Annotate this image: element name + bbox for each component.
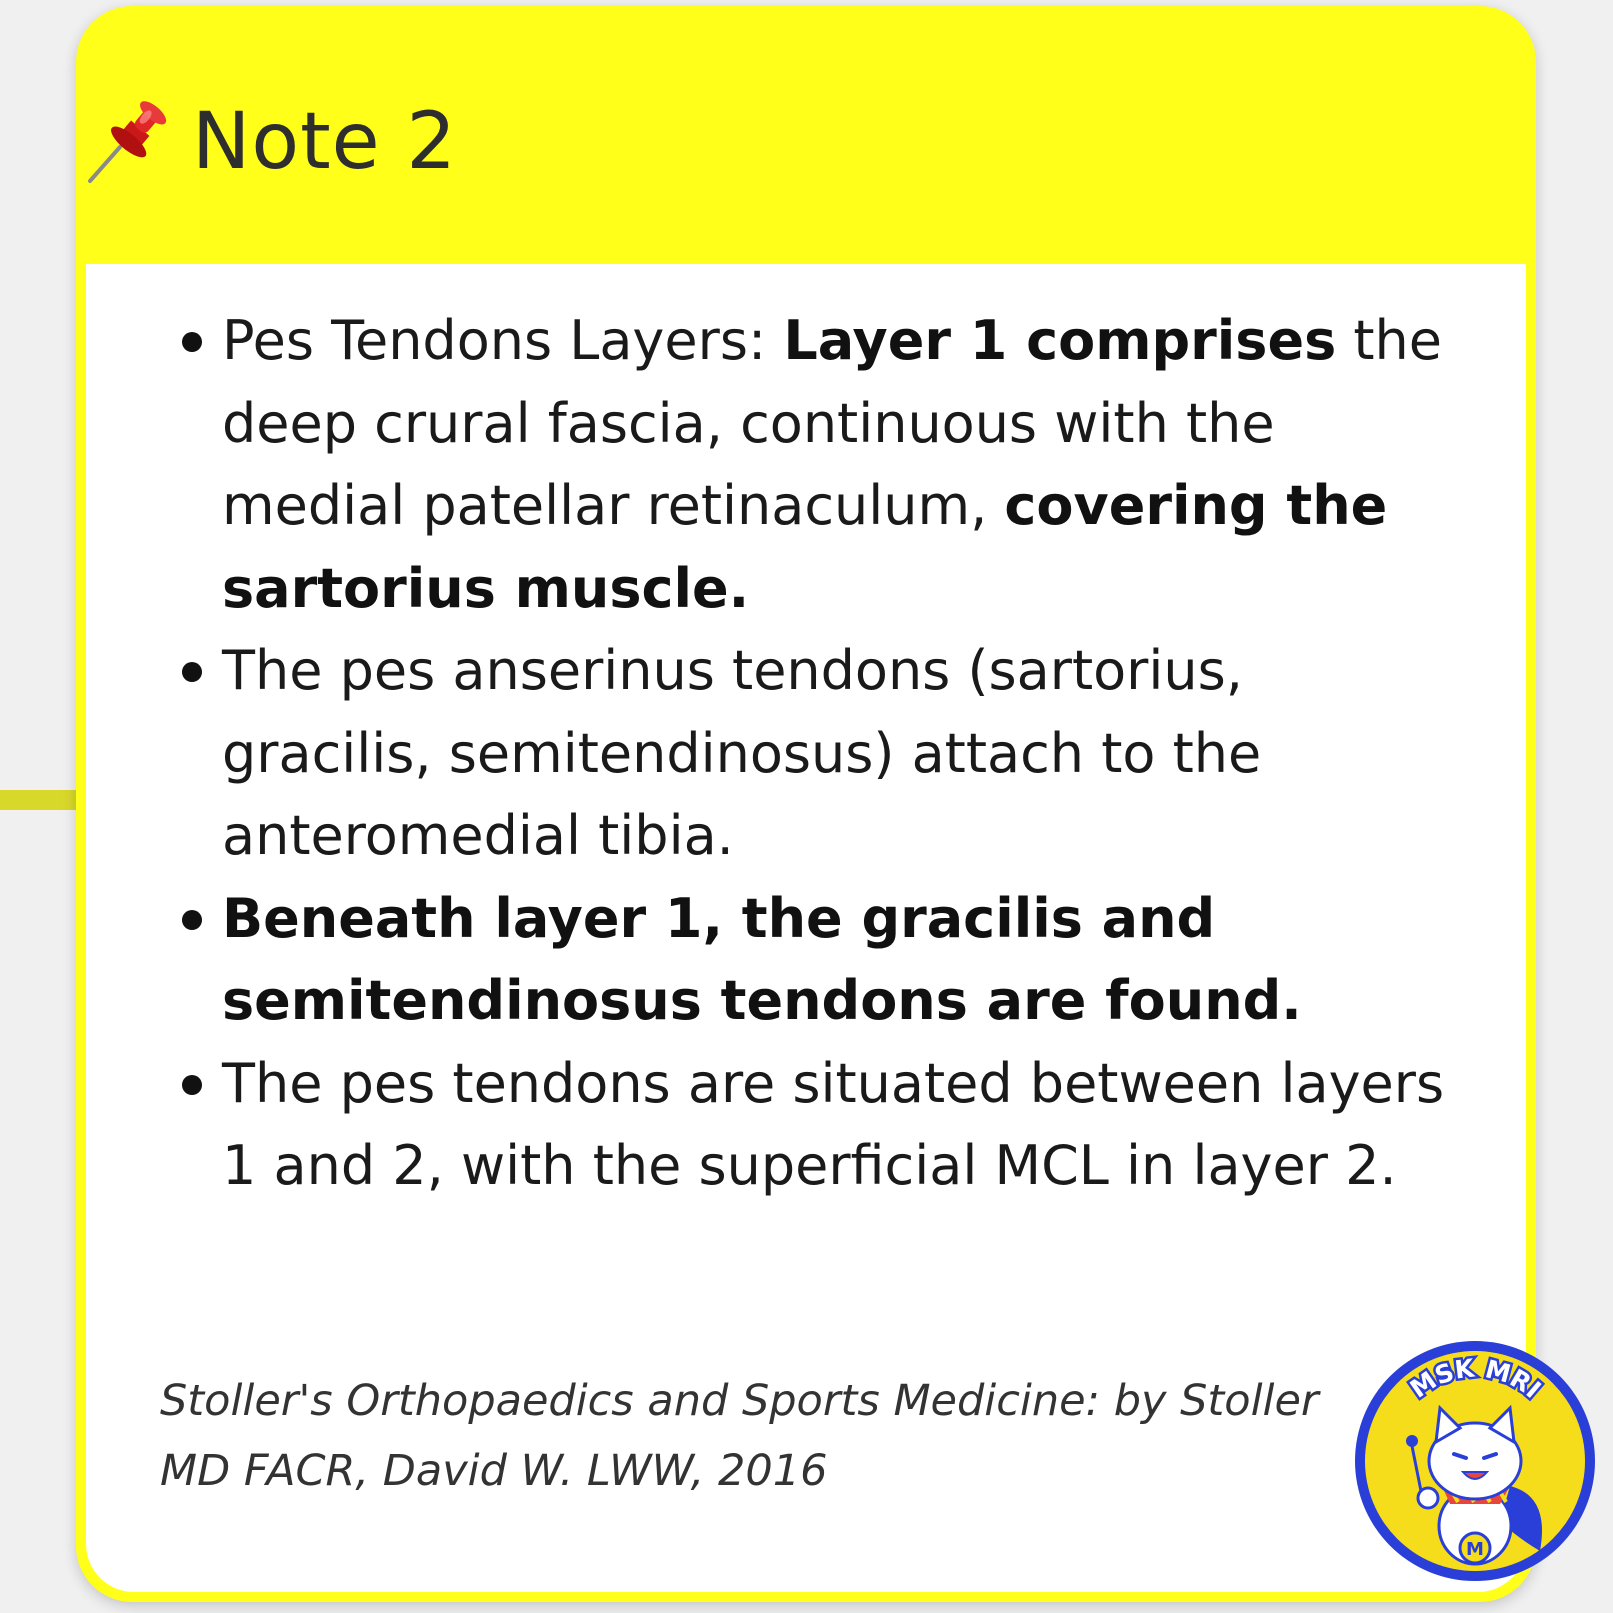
- bullet-text-bold: Beneath layer 1, the gracilis and semitendinosus tendons are found.: [222, 886, 1302, 1032]
- note-title: Note 2: [192, 97, 458, 187]
- list-item: [176, 1043, 1466, 1208]
- bullet-text-bold: Layer 1 comprises: [783, 309, 1337, 372]
- bullet-text: The pes anserinus tendons (sartorius, gracilis, semitendinosus) attach to the anteromedial tibia.: [222, 639, 1262, 867]
- citation: Stoller's Orthopaedics and Sports Medicine: by Stoller MD FACR, David W. LWW, 2016: [160, 1376, 1319, 1496]
- bullet-list: [176, 300, 1466, 1208]
- logo-badge: M: [1466, 1539, 1484, 1560]
- list-item: [176, 300, 1466, 630]
- pushpin-icon: [82, 97, 172, 187]
- msk-mri-logo: [1350, 1336, 1600, 1586]
- logo-text: MSK MRI: [1404, 1353, 1547, 1405]
- list-item: [176, 630, 1466, 878]
- connector-line: [0, 790, 80, 810]
- note-header: [82, 82, 457, 202]
- bullet-text-bold: covering the sartorius muscle.: [222, 474, 1388, 620]
- bullet-text: the deep crural fascia, continuous with the medial patellar retinaculum,: [222, 309, 1443, 537]
- bullet-text: The pes tendons are situated between layers 1 and 2, with the superficial MCL in layer 2.: [222, 1051, 1445, 1197]
- bullet-text: Pes Tendons Layers:: [222, 309, 784, 372]
- list-item: [176, 878, 1466, 1043]
